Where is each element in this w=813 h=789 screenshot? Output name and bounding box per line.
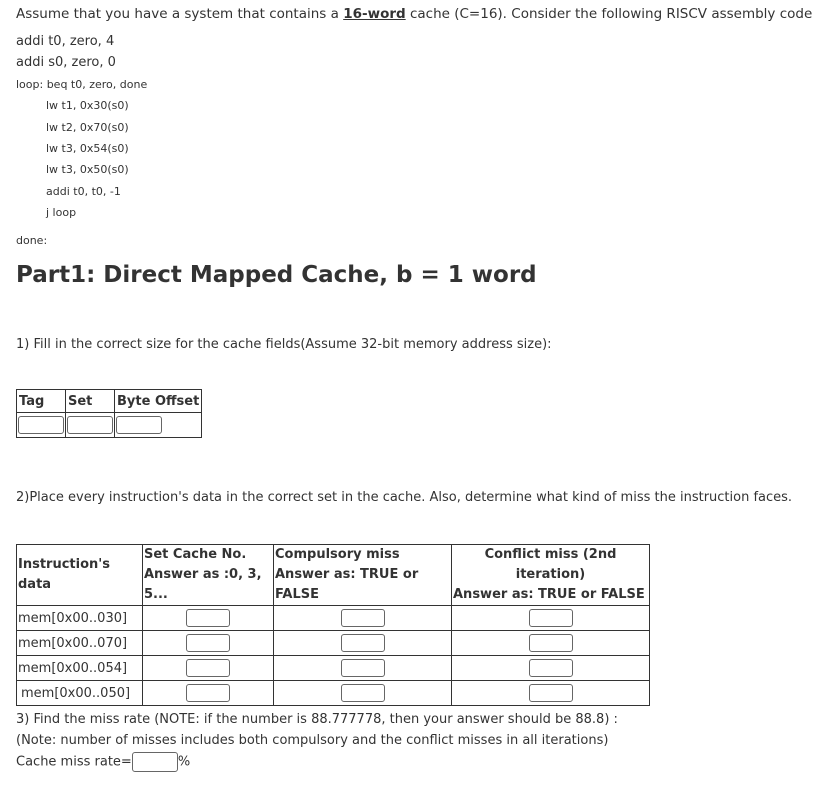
code-line-1: addi t0, zero, 4 <box>16 34 115 49</box>
miss-rate-input[interactable] <box>132 752 178 772</box>
byte-offset-cell <box>115 413 202 438</box>
compulsory-input[interactable] <box>341 634 385 652</box>
intro-bold-term: 16-word <box>343 6 406 22</box>
set-cache-input[interactable] <box>186 684 230 702</box>
compulsory-sub: Answer as: TRUE or FALSE <box>275 567 419 602</box>
code-line-6: lw t3, 0x54(s0) <box>46 142 129 155</box>
compulsory-input[interactable] <box>341 609 385 627</box>
cache-fields-table <box>16 389 202 438</box>
header-set-cache <box>143 545 274 606</box>
question-1: 1) Fill in the correct size for the cache fields(Assume 32-bit memory address size): <box>16 337 552 352</box>
miss-rate-row <box>16 752 190 772</box>
conflict-input[interactable] <box>529 634 573 652</box>
header-set: Set <box>66 390 115 413</box>
question-3-line-1: 3) Find the miss rate (NOTE: if the number is 88.777778, then your answer should be 88.8) : <box>16 712 618 727</box>
table-row <box>17 681 650 706</box>
tag-cell <box>17 413 66 438</box>
conflict-input[interactable] <box>529 659 573 677</box>
percent-sign: % <box>177 754 191 770</box>
code-line-9: j loop <box>46 206 77 219</box>
row-label: mem[0x00..054] <box>17 656 143 681</box>
set-cache-input[interactable] <box>186 609 230 627</box>
set-cache-title: Set Cache No. <box>144 547 247 562</box>
set-input[interactable] <box>67 416 113 434</box>
intro-before: Assume that you have a system that contains a <box>16 6 344 22</box>
compulsory-input[interactable] <box>341 684 385 702</box>
set-cache-sub: Answer as :0, 3, 5... <box>144 567 262 602</box>
conflict-input[interactable] <box>529 684 573 702</box>
set-cache-input[interactable] <box>186 634 230 652</box>
set-cell <box>66 413 115 438</box>
cache-placement-table <box>16 544 650 706</box>
byte-offset-input[interactable] <box>116 416 162 434</box>
intro-text <box>16 6 812 22</box>
table-row <box>17 606 650 631</box>
code-line-5: lw t2, 0x70(s0) <box>46 121 129 134</box>
miss-rate-label: Cache miss rate= <box>16 754 132 770</box>
question-3-line-2: (Note: number of misses includes both compulsory and the conflict misses in all iterations) <box>16 733 609 748</box>
question-2: 2)Place every instruction's data in the correct set in the cache. Also, determine what kind of miss the instruction faces. <box>16 490 793 505</box>
set-cache-input[interactable] <box>186 659 230 677</box>
code-line-done: done: <box>16 234 48 247</box>
row-label: mem[0x00..070] <box>17 631 143 656</box>
intro-after: cache (C=16). Consider the following RISCV assembly code <box>405 6 813 22</box>
compulsory-title: Compulsory miss <box>275 547 400 562</box>
compulsory-input[interactable] <box>341 659 385 677</box>
code-line-2: addi s0, zero, 0 <box>16 55 116 70</box>
row-label: mem[0x00..030] <box>17 606 143 631</box>
header-compulsory <box>274 545 452 606</box>
conflict-input[interactable] <box>529 609 573 627</box>
table-row <box>17 656 650 681</box>
row-label: mem[0x00..050] <box>17 681 143 706</box>
code-line-8: addi t0, t0, -1 <box>46 185 121 198</box>
conflict-title: Conflict miss (2nd iteration) <box>484 547 617 582</box>
code-line-4: lw t1, 0x30(s0) <box>46 99 129 112</box>
code-line-3: loop: beq t0, zero, done <box>16 78 148 91</box>
header-conflict <box>452 545 650 606</box>
code-line-7: lw t3, 0x50(s0) <box>46 163 129 176</box>
header-instruction-data: Instruction's data <box>17 545 143 606</box>
header-tag: Tag <box>17 390 66 413</box>
table-row <box>17 631 650 656</box>
header-byte-offset: Byte Offset <box>115 390 202 413</box>
conflict-sub: Answer as: TRUE or FALSE <box>453 587 645 602</box>
tag-input[interactable] <box>18 416 64 434</box>
part-title: Part1: Direct Mapped Cache, b = 1 word <box>16 262 537 288</box>
